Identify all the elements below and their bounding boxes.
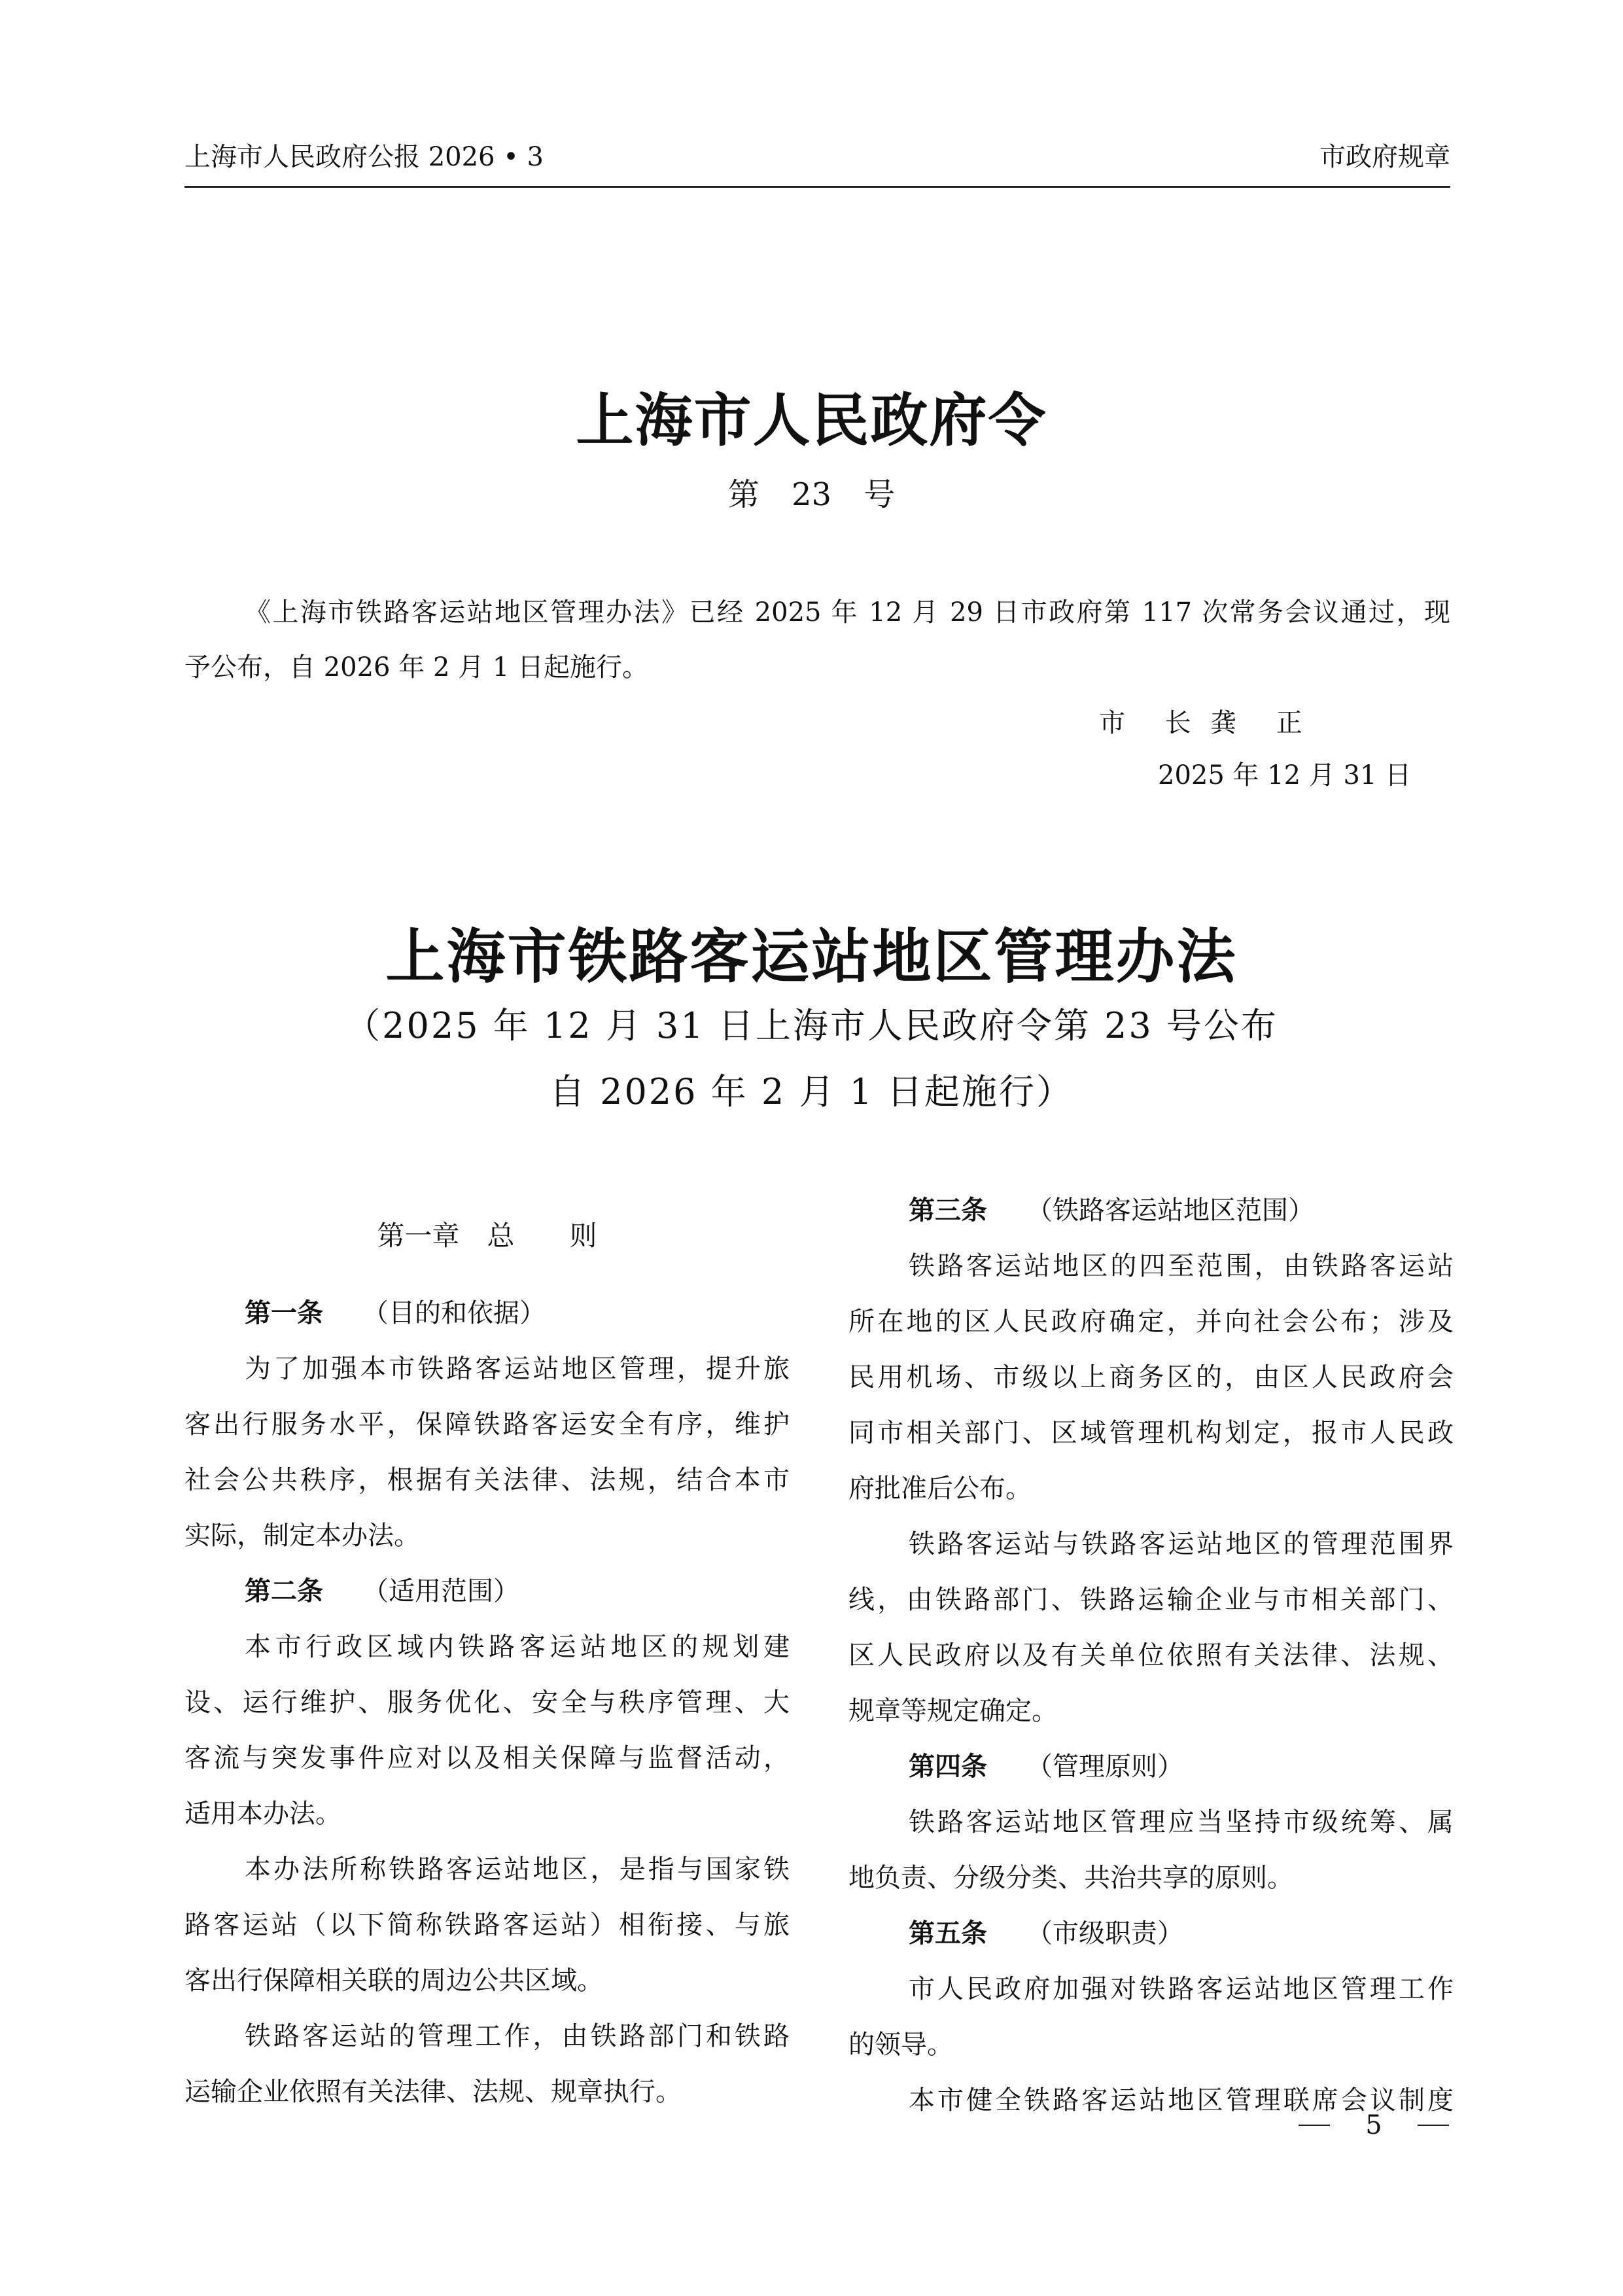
article-number: 第三条 bbox=[909, 1195, 987, 1226]
article-heading bbox=[848, 1183, 1454, 1239]
left-column bbox=[184, 1208, 790, 2120]
page-number bbox=[1299, 2107, 1449, 2144]
paragraph-line: 线，由铁路部门、铁路运输企业与市相关部门、 bbox=[848, 1585, 1454, 1615]
paragraph-line: 本市行政区域内铁路客运站地区的规划建 bbox=[245, 1632, 790, 1662]
law-title: 上海市铁路客运站地区管理办法 bbox=[385, 922, 1238, 991]
paragraph-line: 铁路客运站的管理工作，由铁路部门和铁路 bbox=[245, 2021, 790, 2051]
paragraph-line: 为了加强本市铁路客运站地区管理，提升旅 bbox=[245, 1354, 790, 1384]
article-title: （市级职责） bbox=[1026, 1918, 1183, 1949]
order-number: 第 23 号 bbox=[727, 476, 896, 513]
chapter-heading: 第一章 总 则 bbox=[377, 1220, 597, 1252]
paragraph-line: 铁路客运站与铁路客运站地区的管理范围界 bbox=[909, 1529, 1454, 1559]
article-number: 第四条 bbox=[909, 1752, 987, 1782]
article-title: （适用范围） bbox=[362, 1576, 519, 1606]
paragraph-line: 市人民政府加强对铁路客运站地区管理工作 bbox=[909, 1974, 1454, 2004]
article-title: （管理原则） bbox=[1026, 1752, 1183, 1782]
paragraph-line: 铁路客运站地区管理应当坚持市级统筹、属 bbox=[909, 1807, 1454, 1837]
decree-date: 2025 年 12 月 31 日 bbox=[1158, 760, 1412, 790]
paragraph-line: 铁路客运站地区的四至范围，由铁路客运站 bbox=[909, 1251, 1454, 1281]
paragraph-line: 府批准后公布。 bbox=[848, 1474, 1032, 1504]
dash bbox=[1299, 2125, 1330, 2126]
paragraph-line: 的领导。 bbox=[848, 2030, 953, 2060]
article-title: （目的和依据） bbox=[362, 1298, 546, 1328]
dash bbox=[1418, 2125, 1449, 2126]
article-heading bbox=[848, 1906, 1454, 1962]
law-subtitle: （2025 年 12 月 31 日上海市人民政府令第 23 号公布 bbox=[345, 1005, 1278, 1046]
paragraph-line: 社会公共秩序，根据有关法律、法规，结合本市 bbox=[184, 1465, 790, 1495]
paragraph-line: 客流与突发事件应对以及相关保障与监督活动， bbox=[184, 1743, 790, 1773]
paragraph-line: 地负责、分级分类、共治共享的原则。 bbox=[848, 1863, 1293, 1893]
paragraph-line: 设、运行维护、服务优化、安全与秩序管理、大 bbox=[184, 1687, 790, 1718]
signer bbox=[1099, 707, 1318, 739]
paragraph-line: 同市相关部门、区域管理机构划定，报市人民政 bbox=[848, 1418, 1454, 1448]
article-number: 第五条 bbox=[909, 1918, 987, 1949]
paragraph-line: 所在地的区人民政府确定，并向社会公布；涉及 bbox=[848, 1307, 1454, 1337]
law-subtitle: 自 2026 年 2 月 1 日起施行） bbox=[549, 1071, 1074, 1112]
decree-line: 《上海市铁路客运站地区管理办法》已经 2025 年 12 月 29 日市政府第 117 次常务会议通过，现 bbox=[245, 597, 1450, 627]
article-title: （铁路客运站地区范围） bbox=[1026, 1195, 1314, 1226]
paragraph-line: 本办法所称铁路客运站地区，是指与国家铁 bbox=[245, 1854, 790, 1884]
paragraph-line: 适用本办法。 bbox=[184, 1799, 341, 1829]
paragraph-line: 实际，制定本办法。 bbox=[184, 1521, 420, 1551]
paragraph-line: 客出行服务水平，保障铁路客运安全有序，维护 bbox=[184, 1409, 790, 1439]
article-number: 第一条 bbox=[245, 1298, 323, 1328]
article-heading bbox=[848, 1739, 1454, 1795]
order-title: 上海市人民政府令 bbox=[576, 386, 1047, 454]
journal-header: 上海市人民政府公报 2026 • 3 bbox=[184, 142, 544, 172]
decree-line: 予公布，自 2026 年 2 月 1 日起施行。 bbox=[184, 652, 648, 682]
paragraph-line: 运输企业依照有关法律、法规、规章执行。 bbox=[184, 2077, 682, 2107]
paragraph-line: 规章等规定确定。 bbox=[848, 1696, 1058, 1726]
section-header: 市政府规章 bbox=[1319, 142, 1450, 172]
decree-paragraph bbox=[184, 585, 1450, 695]
paragraph-line: 客出行保障相关联的周边公共区域。 bbox=[184, 1966, 603, 1996]
signer-title: 市 长 bbox=[1099, 708, 1207, 738]
article-number: 第二条 bbox=[245, 1576, 323, 1606]
right-column bbox=[848, 1183, 1454, 2128]
signer-name: 龚 正 bbox=[1210, 708, 1318, 738]
header-rule bbox=[184, 186, 1450, 188]
page-number-text: 5 bbox=[1365, 2110, 1382, 2140]
paragraph-line: 区人民政府以及有关单位依照有关法律、法规、 bbox=[848, 1640, 1454, 1670]
paragraph-line: 本市健全铁路客运站地区管理联席会议制度 bbox=[909, 2085, 1454, 2115]
article-heading bbox=[184, 1564, 790, 1619]
paragraph-line: 民用机场、市级以上商务区的，由区人民政府会 bbox=[848, 1362, 1454, 1392]
article-heading bbox=[184, 1286, 790, 1341]
paragraph-line: 路客运站（以下简称铁路客运站）相衔接、与旅 bbox=[184, 1910, 790, 1940]
